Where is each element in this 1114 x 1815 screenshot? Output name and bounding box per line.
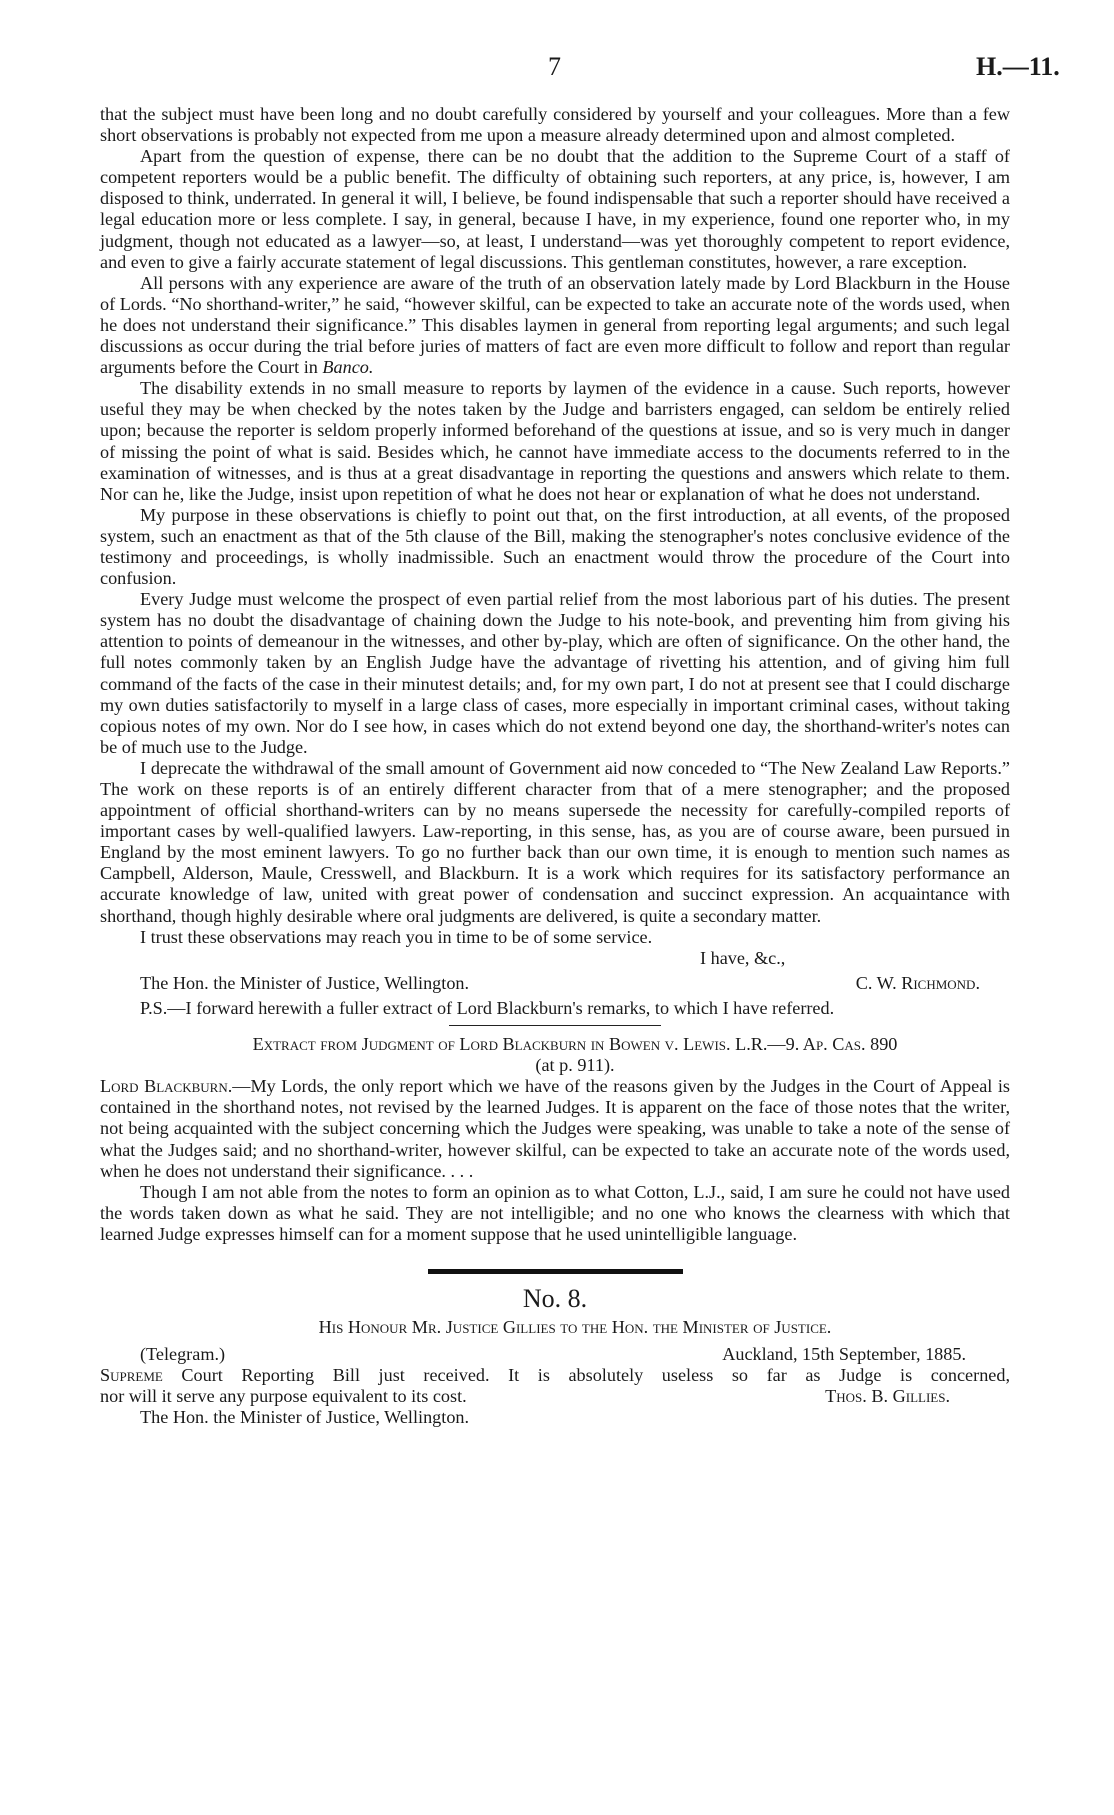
extract-title: Extract from Judgment of Lord Blackburn in Bowen v. Lewis. L.R.—9. Ap. Cas. 890 — [252, 1034, 898, 1055]
place-date: Auckland, 15th September, 1885. — [722, 1344, 966, 1365]
section-divider — [428, 1269, 683, 1274]
postscript: P.S.—I forward herewith a fuller extract of Lord Blackburn's remarks, to which I have referred. — [140, 997, 835, 1018]
paragraph-text: All persons with any experience are aware of the truth of an observation lately made by Lord Blackburn in the House of Lords. “No shorthand-writer,” he said, “however skilful, can be expected to take an accurate note of the words used, when he does not understand their significance.” This disables laymen in general from reporting legal arguments; and such legal discussions as occur during the trial before juries of matters of fact are even more difficult to follow and report than regular arguments before the Court in — [100, 272, 1010, 378]
paragraph — [100, 1076, 1010, 1181]
paragraph — [100, 273, 1010, 378]
signature: Thos. B. Gillies. — [825, 1386, 950, 1407]
paragraph: My purpose in these observations is chiefly to point out that, on the first introduction, at all events, of the proposed system, such an enactment as that of the 5th clause of the Bill, making the stenographer's notes conclusive evidence of the testimony and proceedings, is wholly inadmissible. Such an enactment would throw the procedure of the Court into confusion. — [100, 504, 1010, 589]
paragraph: The disability extends in no small measure to reports by laymen of the evidence in a cause. Such reports, however useful they may be when checked by the notes taken by the Judge and barristers engaged, can seldom be entirely relied upon; because the reporter is seldom properly informed beforehand of the questions at issue, and so is very much in danger of missing the point of what is said. Besides which, he cannot have immediate access to the documents referred to in the examination of witnesses, and is thus at a great disadvantage in reporting the questions and answers which relate to them. Nor can he, like the Judge, insist upon repetition of what he does not hear or explanation of what he does not understand. — [100, 378, 1010, 504]
addressee: The Hon. the Minister of Justice, Wellington. — [140, 972, 470, 993]
addressee: The Hon. the Minister of Justice, Wellington. — [140, 1407, 470, 1428]
paragraph-text: —My Lords, the only report which we have of the reasons given by the Judges in the Court of Appeal is contained in the shorthand notes, not revised by the learned Judges. It is apparent on the face of those notes that the writer, not being acquainted with the subject concerning which the Judges were speaking, was unable to take a note of the sense of what the Judges said; and no shorthand-writer, however skilful, can be expected to take an accurate note of the words used, when he does not understand their significance. . . . — [100, 1076, 1010, 1181]
extract-subtitle: (at p. 911). — [535, 1055, 615, 1076]
paragraph: Every Judge must welcome the prospect of even partial relief from the most laborious part of his duties. The present system has no doubt the disadvantage of chaining down the Judge to his note-book, and preventing him from giving his attention to points of demeanour in the witnesses, and other by-play, which are often of significance. On the other hand, the full notes commonly taken by an English Judge have the advantage of rivetting his attention, and of giving him full command of the facts of the case in their minutest details; and, for my own part, I do not at present see that I could discharge my own duties satisfactorily to myself in a large class of cases, more especially in important criminal cases, without taking copious notes of my own. Nor do I see how, in cases which do not extend beyond one day, the shorthand-writer's notes can be of much use to the Judge. — [100, 589, 1010, 757]
document-body — [100, 104, 1010, 1429]
page-number: 7 — [548, 52, 561, 81]
closing: I have, &c., — [700, 947, 786, 968]
italic-term: Banco. — [322, 357, 374, 378]
section-title: His Honour Mr. Justice Gillies to the Hon. the Minister of Justice. — [318, 1317, 832, 1338]
speaker: Lord Blackburn. — [100, 1076, 233, 1097]
telegram-text: nor will it serve any purpose equivalent to its cost. — [100, 1386, 467, 1407]
paragraph: I deprecate the withdrawal of the small amount of Government aid now conceded to “The New Zealand Law Reports.” The work on these reports is of an entirely different character from that of a mere stenographer; and the proposed appointment of official shorthand-writers can by no means supersede the necessity for carefully-compiled reports of important cases by well-qualified lawyers. Law-reporting, in this sense, has, as you are of course aware, been pursued in England by the most eminent lawyers. To go no further back than our own time, it is enough to mention such names as Campbell, Alderson, Maule, Cresswell, and Blackburn. It is a work which requires for its satisfactory performance an accurate knowledge of law, united with great power of condensation and succinct expression. An acquaintance with shorthand, though highly desirable where oral judgments are delivered, is quite a secondary matter. — [100, 757, 1010, 926]
document-reference: H.—11. — [976, 52, 1060, 81]
telegram-label: (Telegram.) — [140, 1344, 226, 1365]
divider — [449, 1025, 661, 1026]
section-heading: No. 8. — [522, 1283, 588, 1313]
paragraph: I trust these observations may reach you in time to be of some service. — [140, 926, 653, 947]
telegram-text: Court Reporting Bill just received. It is absolutely useless so far as Judge is concerned, — [162, 1365, 1010, 1386]
paragraph: Apart from the question of expense, there can be no doubt that the addition to the Supreme Court of a staff of competent reporters would be a public benefit. The difficulty of obtaining such reporters, at any price, is, however, I am disposed to think, underrated. In general it will, I believe, be found indispensable that such a reporter should have received a legal education more or less complete. I say, in general, because I have, in my experience, found one reporter who, in my judgment, though not educated as a lawyer—so, at least, I understand—was yet thoroughly competent to report evidence, and even to give a fairly accurate statement of legal discussions. This gentleman constitutes, however, a rare exception. — [100, 146, 1010, 272]
telegram-body — [100, 1365, 1010, 1386]
signature: C. W. Richmond. — [855, 972, 980, 993]
first-word: Supreme — [100, 1365, 163, 1386]
paragraph: Though I am not able from the notes to form an opinion as to what Cotton, L.J., said, I am sure he could not have used the words taken down as what he said. They are not intelligible; and no one who knows the clearness with which that learned Judge expresses himself can for a moment suppose that he used unintelligible language. — [100, 1181, 1010, 1244]
paragraph: that the subject must have been long and no doubt carefully considered by yourself and your colleagues. More than a few short observations is probably not expected from me upon a measure already determined upon and almost completed. — [100, 104, 1010, 146]
